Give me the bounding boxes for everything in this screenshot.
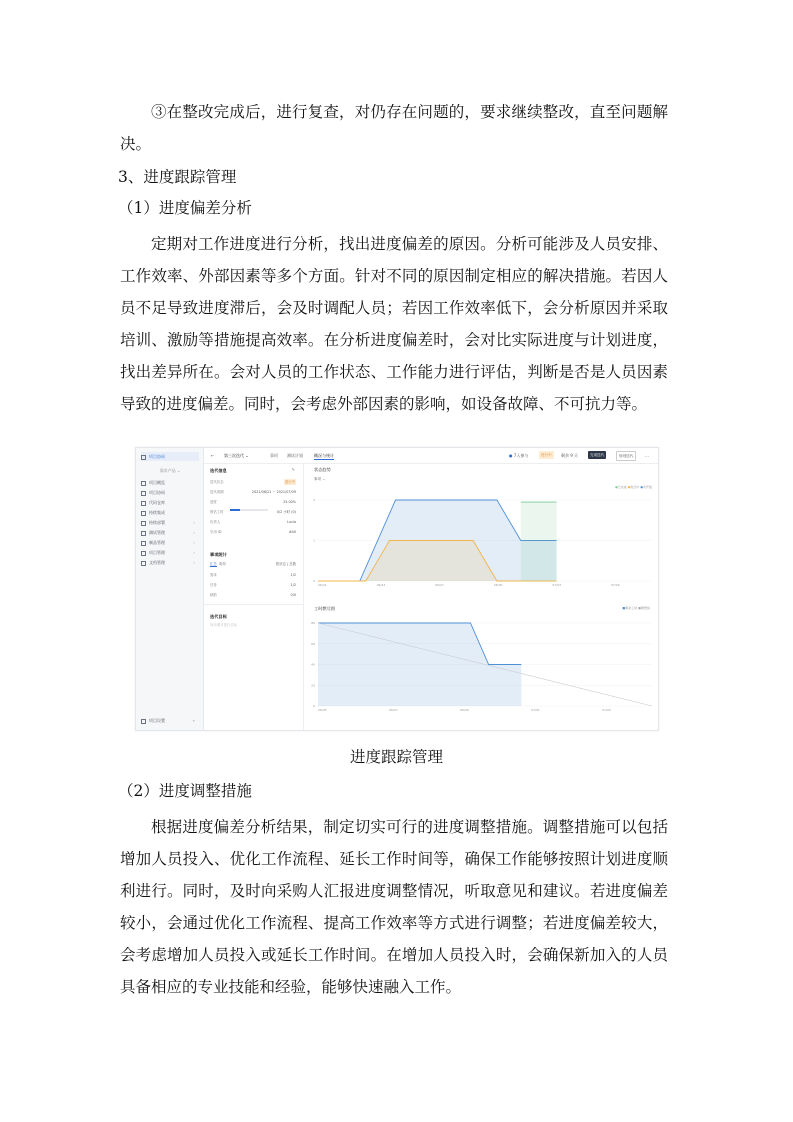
info-row: 引用 ID #40 bbox=[210, 530, 296, 534]
members-count[interactable]: ● 7人参与 bbox=[509, 453, 529, 458]
legend-ideal-icon: ■ bbox=[638, 606, 641, 610]
stat-row: 需求 1/2 bbox=[210, 573, 296, 577]
trend-legend: ●已完成 ●进行中 ●未开始 bbox=[615, 485, 652, 489]
y-tick-label: 40 bbox=[311, 662, 315, 667]
paragraph-deviation-analysis: 定期对工作进度进行分析，找出进度偏差的原因。分析可能涉及人员安排、工作效率、外部因素等多个方面。针对不同的原因制定相应的解决措施。若因人员不足导致进度滞后，会及时调配人员；若因工作效率低下，会分析原因并采取培训、激励等措施提高效率。在分析进度偏差时，会对比实际进度与计划进度，找出差异所在。会对人员的工作状态、工作能力进行评估，判断是否是人员因素导致的进度偏差。同时，会考虑外部因素的影响，如设备故障、不可抗力等。 bbox=[120, 235, 668, 413]
sidebar-item-top[interactable]: 项目协同 bbox=[141, 452, 199, 461]
legend-doing-icon: ● bbox=[627, 485, 631, 489]
tab-test-plan[interactable]: 测试计划 bbox=[287, 453, 303, 458]
status-trend-title: 状态趋势 bbox=[314, 467, 331, 472]
y-tick-label: 60 bbox=[311, 641, 315, 646]
sprint-selector[interactable]: 第三次迭代 ⌄ bbox=[224, 453, 249, 458]
y-tick-label: 20 bbox=[311, 683, 315, 688]
info-row: 迭代周期 2021/06/21 ~ 2021/07/09 bbox=[210, 490, 296, 494]
sidebar-item[interactable]: 项目协同 bbox=[141, 488, 199, 497]
sidebar-item[interactable]: 文档管理 › bbox=[141, 558, 199, 567]
chevron-right-icon: › bbox=[193, 560, 195, 565]
progress-tracking-screenshot bbox=[135, 447, 659, 731]
y-tick-label: 0 bbox=[313, 579, 315, 583]
sidebar-item[interactable]: 持续集成 bbox=[141, 508, 199, 517]
x-tick-label: 07/03 bbox=[602, 708, 611, 712]
remaining-days: 剩余 9 天 bbox=[561, 453, 579, 458]
burndown-title: 工时燃尽图 bbox=[314, 606, 335, 611]
y-tick-label: 2 bbox=[313, 498, 315, 502]
chevron-right-icon: › bbox=[193, 520, 195, 525]
sidebar-item[interactable]: 代码仓库 bbox=[141, 498, 199, 507]
edit-icon[interactable]: ✎ bbox=[291, 467, 295, 472]
x-tick-label: 07/01 bbox=[531, 708, 540, 712]
heading-adjustment-measures: （2）进度调整措施 bbox=[118, 782, 252, 800]
finish-sprint-button[interactable]: 完成迭代 bbox=[590, 453, 605, 457]
chevron-right-icon: › bbox=[193, 530, 195, 535]
info-icon: ● bbox=[509, 453, 513, 458]
info-row: 迭代状态 进行中 bbox=[210, 480, 295, 484]
x-tick-label: 06/25 bbox=[318, 708, 327, 712]
charts-svg bbox=[136, 448, 658, 730]
chevron-right-icon: › bbox=[193, 550, 195, 555]
info-row: 预估工时 0/2 小时 (0) bbox=[210, 510, 296, 514]
x-tick-label: 06/29 bbox=[460, 708, 469, 712]
x-tick-label: 06/21 bbox=[318, 583, 327, 587]
sidebar-item[interactable]: 制品管理 › bbox=[141, 538, 199, 547]
y-tick-label: 0 bbox=[313, 704, 315, 708]
sprint-goal-placeholder: 尚未填写迭代目标 bbox=[210, 623, 238, 627]
item-stats-title: 事项统计 bbox=[210, 552, 227, 557]
sidebar-item[interactable]: 测试管理 › bbox=[141, 528, 199, 537]
x-tick-label: 06/27 bbox=[435, 583, 444, 587]
sidebar-item[interactable]: 持续部署 › bbox=[141, 518, 199, 527]
x-tick-label: 06/30 bbox=[493, 583, 503, 587]
stat-row: 任务 1/2 bbox=[210, 583, 296, 587]
tab-items[interactable]: 事项 bbox=[270, 453, 278, 458]
tab-summary[interactable]: 汇总 bbox=[210, 562, 217, 566]
more-icon[interactable]: … bbox=[645, 453, 649, 458]
info-row: 进度 25.00% bbox=[210, 500, 296, 504]
heading-progress-tracking: 3、进度跟踪管理 bbox=[118, 168, 237, 186]
burndown-legend: ■剩余工时 ■理想线 bbox=[622, 606, 650, 610]
series-area bbox=[521, 502, 557, 581]
tab-overview[interactable]: 概况与统计 bbox=[314, 453, 334, 458]
sprint-info-title: 迭代信息 bbox=[210, 468, 227, 473]
sprint-goal-title: 迭代目标 bbox=[210, 614, 227, 619]
plan-sprint-button[interactable]: 规划迭代 bbox=[616, 451, 636, 461]
stat-filter[interactable]: 按状态 | 总数 bbox=[275, 562, 296, 566]
sidebar-item[interactable]: 项目概览 bbox=[141, 478, 199, 487]
x-tick-label: 06/27 bbox=[389, 708, 398, 712]
stat-row: 缺陷 0/0 bbox=[210, 593, 296, 597]
legend-todo-icon: ● bbox=[640, 485, 643, 489]
sidebar-item-settings[interactable]: 项目设置 « bbox=[141, 716, 199, 725]
x-tick-label: 07/03 bbox=[552, 583, 562, 587]
heading-deviation-analysis: （1）进度偏差分析 bbox=[118, 199, 252, 217]
sidebar-item[interactable]: 项目管理 › bbox=[141, 548, 199, 557]
tab-detail[interactable]: 明细 bbox=[218, 562, 226, 566]
paragraph-adjustment-measures: 根据进度偏差分析结果，制定切实可行的进度调整措施。调整措施可以包括增加人员投入、优化工作流程、延长工作时间等，确保工作能够按照计划进度顺利进行。同时，及时向采购人汇报进度调整情况，听取意见和建议。若进度偏差较小，会通过优化工作流程、提高工作效率等方式进行调整；若进度偏差较大，会考虑增加人员投入或延长工作时间。在增加人员投入时，会确保新加入的人员具备相应的专业技能和经验，能够快速融入工作。 bbox=[120, 818, 668, 996]
project-selector[interactable]: 需求产品 ⌄ bbox=[159, 468, 181, 473]
paragraph-rectification: ③在整改完成后，进行复查，对仍存在问题的，要求继续整改，直至问题解决。 bbox=[120, 103, 668, 153]
chevron-right-icon: › bbox=[193, 540, 195, 545]
figure-caption: 进度跟踪管理 bbox=[349, 748, 443, 766]
x-tick-label: 06/24 bbox=[376, 583, 386, 587]
x-tick-label: 07/06 bbox=[610, 583, 620, 587]
back-icon[interactable]: ← bbox=[211, 453, 215, 458]
y-tick-label: 80 bbox=[311, 621, 315, 625]
info-row: 负责人 Lucia bbox=[210, 520, 296, 524]
collapse-icon[interactable]: « bbox=[192, 718, 195, 723]
status-badge: 进行中 bbox=[541, 453, 552, 457]
y-tick-label: 1 bbox=[313, 538, 315, 543]
legend-remaining-icon: ■ bbox=[622, 606, 626, 610]
legend-done-icon: ● bbox=[615, 485, 618, 489]
trend-selector[interactable]: 事项 ⌄ bbox=[314, 477, 326, 481]
